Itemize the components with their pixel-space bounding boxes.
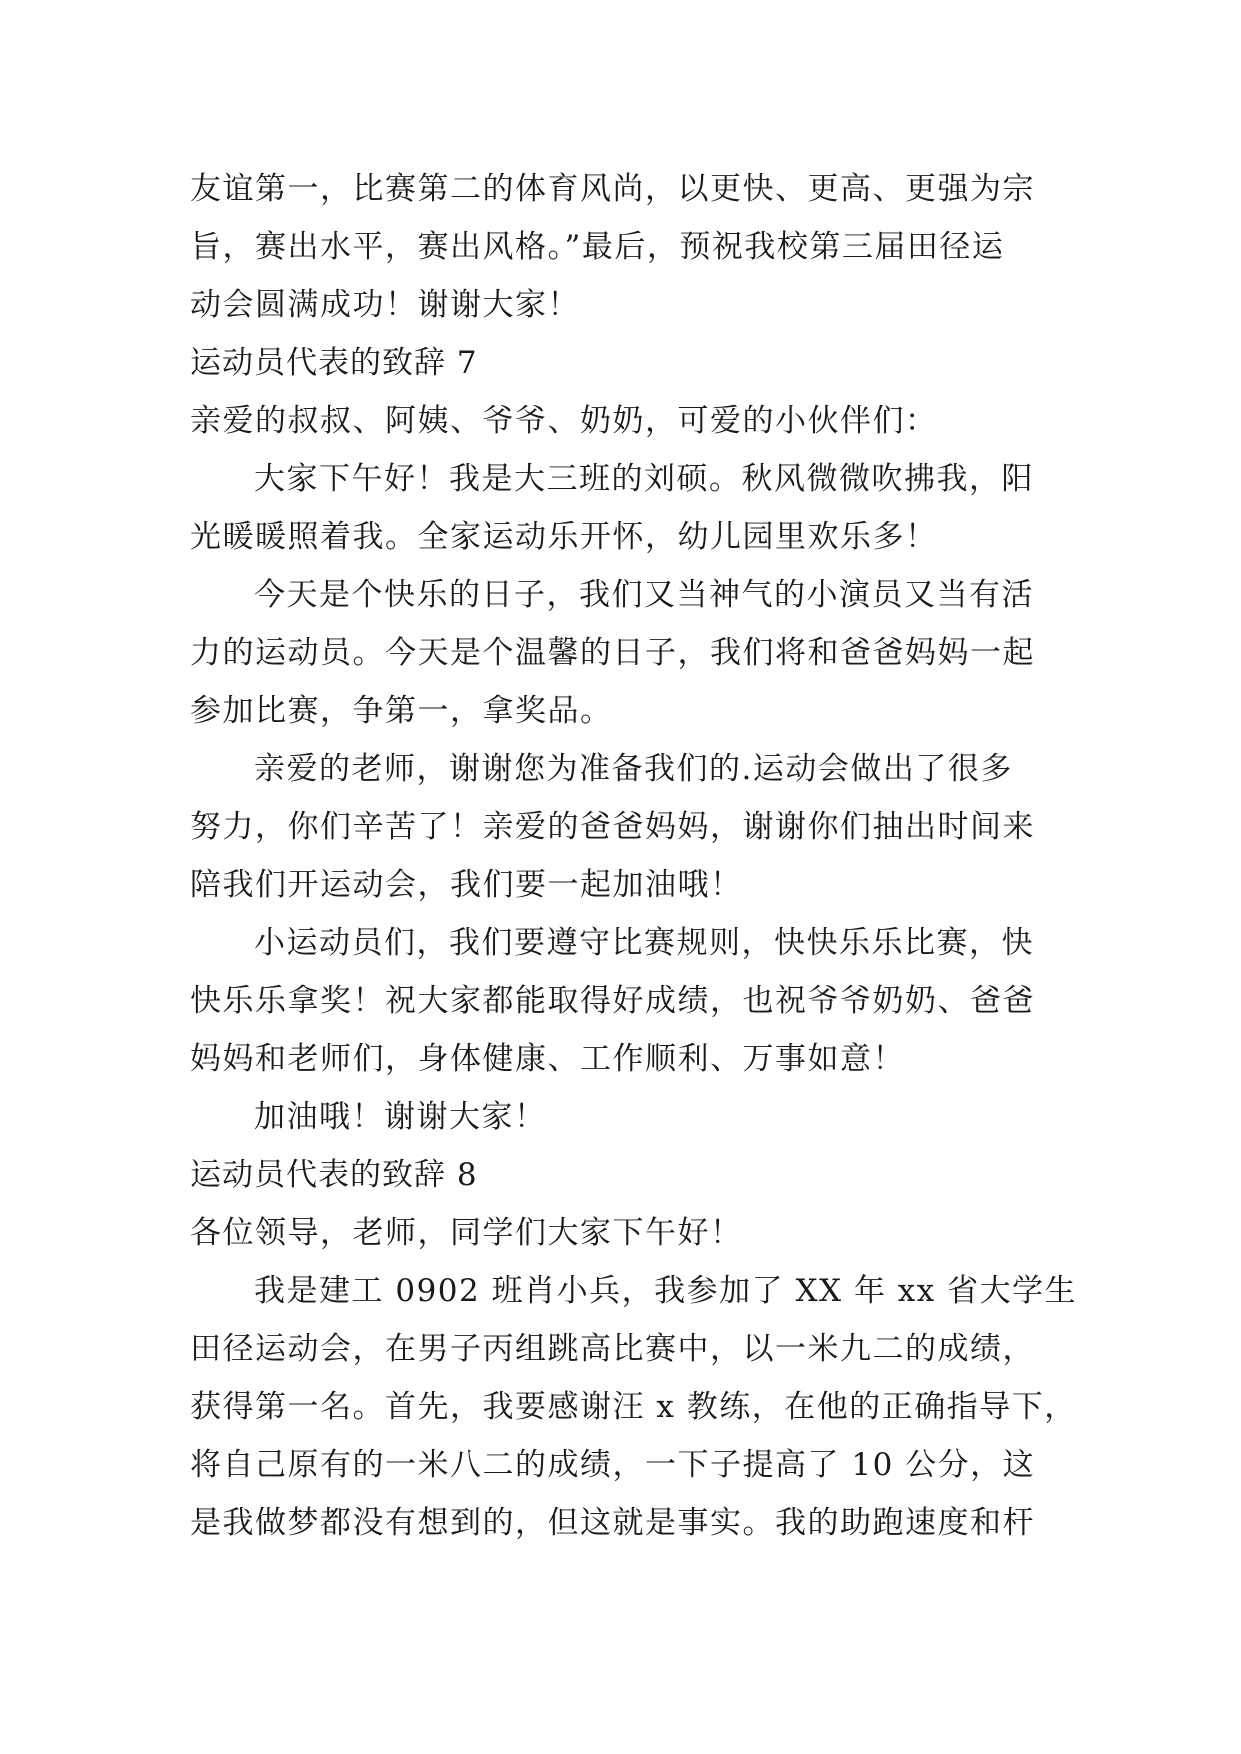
paragraph-start: 我是建工 0902 班肖小兵，我参加了 XX 年 xx 省大学生 (254, 1273, 1078, 1309)
paragraph-start: 小运动员们，我们要遵守比赛规则，快快乐乐比赛，快 (254, 925, 1034, 961)
text-line: 田径运动会，在男子丙组跳高比赛中，以一米九二的成绩， (190, 1331, 1035, 1367)
section-heading-7: 运动员代表的致辞 7 (190, 345, 478, 381)
text-line: 快乐乐拿奖！祝大家都能取得好成绩，也祝爷爷奶奶、爸爸 (190, 983, 1035, 1019)
text-line: 妈妈和老师们，身体健康、工作顺利、万事如意！ (190, 1041, 905, 1077)
text-line: 陪我们开运动会，我们要一起加油哦！ (190, 867, 743, 903)
text-line: 努力，你们辛苦了！亲爱的爸爸妈妈，谢谢你们抽出时间来 (190, 809, 1035, 845)
text-line: 将自己原有的一米八二的成绩，一下子提高了 10 公分，这 (190, 1447, 1036, 1483)
text-line: 友谊第一，比赛第二的体育风尚，以更快、更高、更强为宗 (190, 171, 1035, 207)
text-line: 力的运动员。今天是个温馨的日子，我们将和爸爸妈妈一起 (190, 635, 1035, 671)
paragraph-start: 加油哦！谢谢大家！ (254, 1099, 547, 1135)
text-line: 是我做梦都没有想到的，但这就是事实。我的助跑速度和杆 (190, 1505, 1035, 1541)
salutation-line: 各位领导，老师，同学们大家下午好！ (190, 1215, 743, 1251)
text-line: 获得第一名。首先，我要感谢汪 x 教练，在他的正确指导下， (190, 1389, 1077, 1425)
paragraph-start: 大家下午好！我是大三班的刘硕。秋风微微吹拂我，阳 (254, 461, 1034, 497)
text-line: 动会圆满成功！谢谢大家！ (190, 287, 580, 323)
paragraph-start: 今天是个快乐的日子，我们又当神气的小演员又当有活 (254, 577, 1034, 613)
salutation-line: 亲爱的叔叔、阿姨、爷爷、奶奶，可爱的小伙伴们： (190, 403, 938, 439)
text-line: 旨，赛出水平，赛出风格。”最后，预祝我校第三届田径运 (190, 229, 1005, 265)
text-line: 参加比赛，争第一，拿奖品。 (190, 693, 613, 729)
text-line: 光暖暖照着我。全家运动乐开怀，幼儿园里欢乐多！ (190, 519, 938, 555)
paragraph-start: 亲爱的老师，谢谢您为准备我们的.运动会做出了很多 (254, 751, 1013, 787)
section-heading-8: 运动员代表的致辞 8 (190, 1157, 478, 1193)
document-body (190, 160, 1078, 1552)
